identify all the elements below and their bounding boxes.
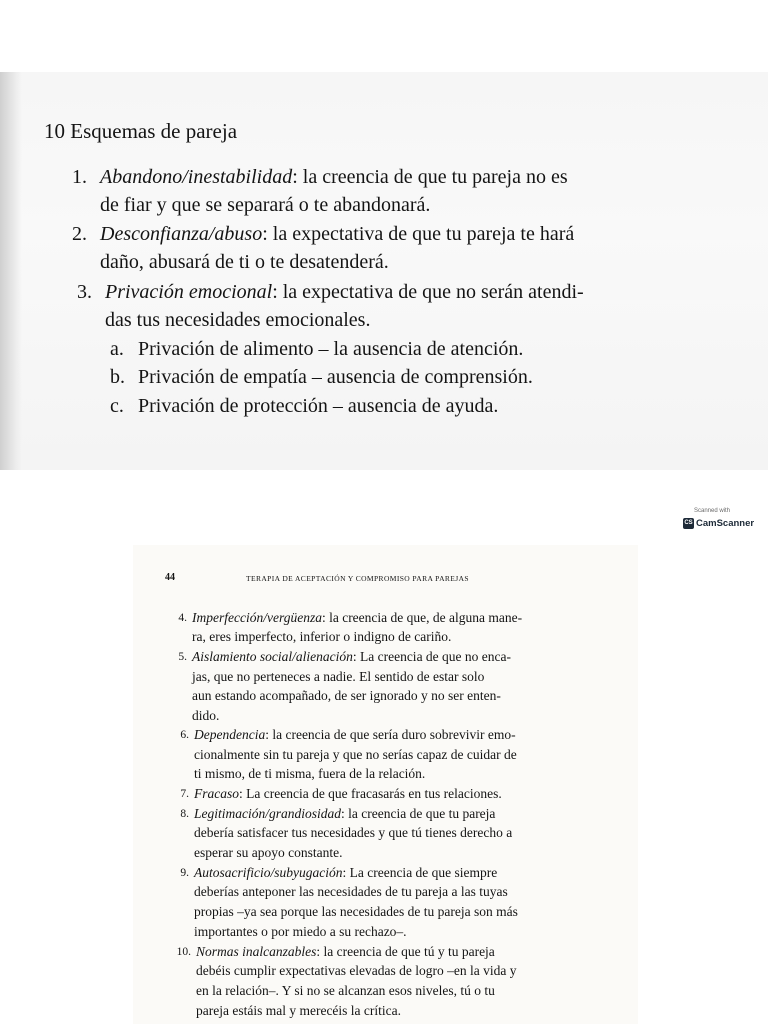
item-line: ti mismo, de ti misma, fuera de la relación. bbox=[194, 766, 426, 781]
item-text: : La creencia de que fracasarás en tus relaciones. bbox=[239, 786, 502, 801]
item-line: debería satisfacer tus necesidades y que tú tienes derecho a bbox=[194, 825, 513, 840]
item-text: : la creencia de que sería duro sobrevivir emo- bbox=[265, 727, 516, 742]
item-line: pareja estáis mal y merecéis la crítica. bbox=[196, 1003, 402, 1018]
scanned-with-label: Scanned with bbox=[694, 508, 731, 514]
subitem-text: Privación de alimento – la ausencia de atención. bbox=[138, 338, 524, 360]
item-line: deberías anteponer las necesidades de tu pareja a las tuyas bbox=[194, 884, 508, 899]
top-page-title: 10 Esquemas de pareja bbox=[44, 119, 238, 143]
item-number: 10. bbox=[176, 946, 191, 958]
item-text: : La creencia de que no enca- bbox=[352, 649, 512, 664]
item-term: Imperfección/vergüenza bbox=[192, 610, 322, 625]
schema-item-7 bbox=[194, 784, 502, 804]
page-edge-shadow bbox=[0, 72, 22, 470]
schema-item-8 bbox=[194, 804, 495, 824]
item-line: esperar su apoyo constante. bbox=[194, 845, 343, 860]
item-number: 1. bbox=[72, 166, 87, 188]
item-line: cionalmente sin tu pareja y que no serías capaz de cuidar de bbox=[194, 747, 517, 762]
item-number: 7. bbox=[180, 788, 189, 800]
item-line: debéis cumplir expectativas elevadas de logro –en la vida y bbox=[196, 963, 517, 978]
item-number: 2. bbox=[72, 223, 87, 245]
subitem-letter: a. bbox=[110, 338, 124, 360]
item-text: : la expectativa de que tu pareja te hará bbox=[262, 223, 575, 245]
item-line: ra, eres imperfecto, inferior o indigno de cariño. bbox=[192, 629, 452, 644]
item-number: 4. bbox=[178, 612, 187, 624]
item-number: 8. bbox=[180, 808, 189, 820]
schema-item-9 bbox=[194, 863, 497, 883]
item-text: : la creencia de que, de alguna mane- bbox=[321, 610, 523, 625]
schema-item-10 bbox=[196, 942, 495, 962]
item-term: Abandono/inestabilidad bbox=[100, 166, 293, 188]
item-line: en la relación–. Y si no se alcanzan esos niveles, tú o tu bbox=[196, 983, 495, 998]
item-text: : la creencia de que tu pareja bbox=[341, 806, 496, 821]
item-number: 3. bbox=[77, 281, 92, 303]
item-term: Autosacrificio/subyugación bbox=[194, 865, 343, 880]
item-line: dido. bbox=[192, 708, 220, 723]
item-line: propias –ya sea porque las necesidades de tu pareja son más bbox=[194, 904, 518, 919]
item-continuation: de fiar y que se separará o te abandonará. bbox=[100, 194, 431, 216]
camscanner-logo-icon: CS bbox=[683, 518, 694, 529]
schema-item-6 bbox=[194, 725, 516, 745]
item-line: jas, que no perteneces a nadie. El sentido de estar solo bbox=[192, 669, 485, 684]
camscanner-name: CamScanner bbox=[696, 518, 755, 529]
camscanner-watermark bbox=[680, 508, 756, 534]
subitem-letter: c. bbox=[110, 395, 124, 417]
item-continuation: das tus necesidades emocionales. bbox=[105, 309, 371, 331]
item-term: Normas inalcanzables bbox=[196, 944, 317, 959]
subitem-letter: b. bbox=[110, 366, 125, 388]
item-term: Desconfianza/abuso bbox=[100, 223, 263, 245]
item-number: 5. bbox=[178, 651, 187, 663]
item-line: importantes o por miedo a su rechazo–. bbox=[194, 924, 407, 939]
schema-item-5 bbox=[192, 647, 511, 667]
item-line: aun estando acompañado, de ser ignorado y no ser enten- bbox=[192, 688, 501, 703]
item-continuation: daño, abusará de ti o te desatenderá. bbox=[100, 251, 389, 273]
item-text: : la creencia de que tu pareja no es bbox=[292, 166, 568, 188]
item-text: : la expectativa de que no serán atendi- bbox=[272, 281, 584, 303]
item-term: Privación emocional bbox=[105, 281, 273, 303]
subitem-text: Privación de protección – ausencia de ayuda. bbox=[138, 395, 499, 417]
item-term: Aislamiento social/alienación bbox=[192, 649, 353, 664]
item-text: : la creencia de que tú y tu pareja bbox=[316, 944, 495, 959]
running-head: TERAPIA DE ACEPTACIÓN Y COMPROMISO PARA PAREJAS bbox=[246, 574, 469, 583]
schema-item-4 bbox=[192, 608, 522, 628]
item-number: 6. bbox=[180, 729, 189, 741]
page-number: 44 bbox=[165, 572, 175, 583]
bottom-scanned-page bbox=[133, 545, 638, 1024]
item-term: Dependencia bbox=[194, 727, 266, 742]
item-term: Legitimación/grandiosidad bbox=[194, 806, 342, 821]
item-text: : La creencia de que siempre bbox=[342, 865, 498, 880]
subitem-text: Privación de empatía – ausencia de comprensión. bbox=[138, 366, 533, 388]
item-term: Fracaso bbox=[194, 786, 239, 801]
item-number: 9. bbox=[180, 867, 189, 879]
